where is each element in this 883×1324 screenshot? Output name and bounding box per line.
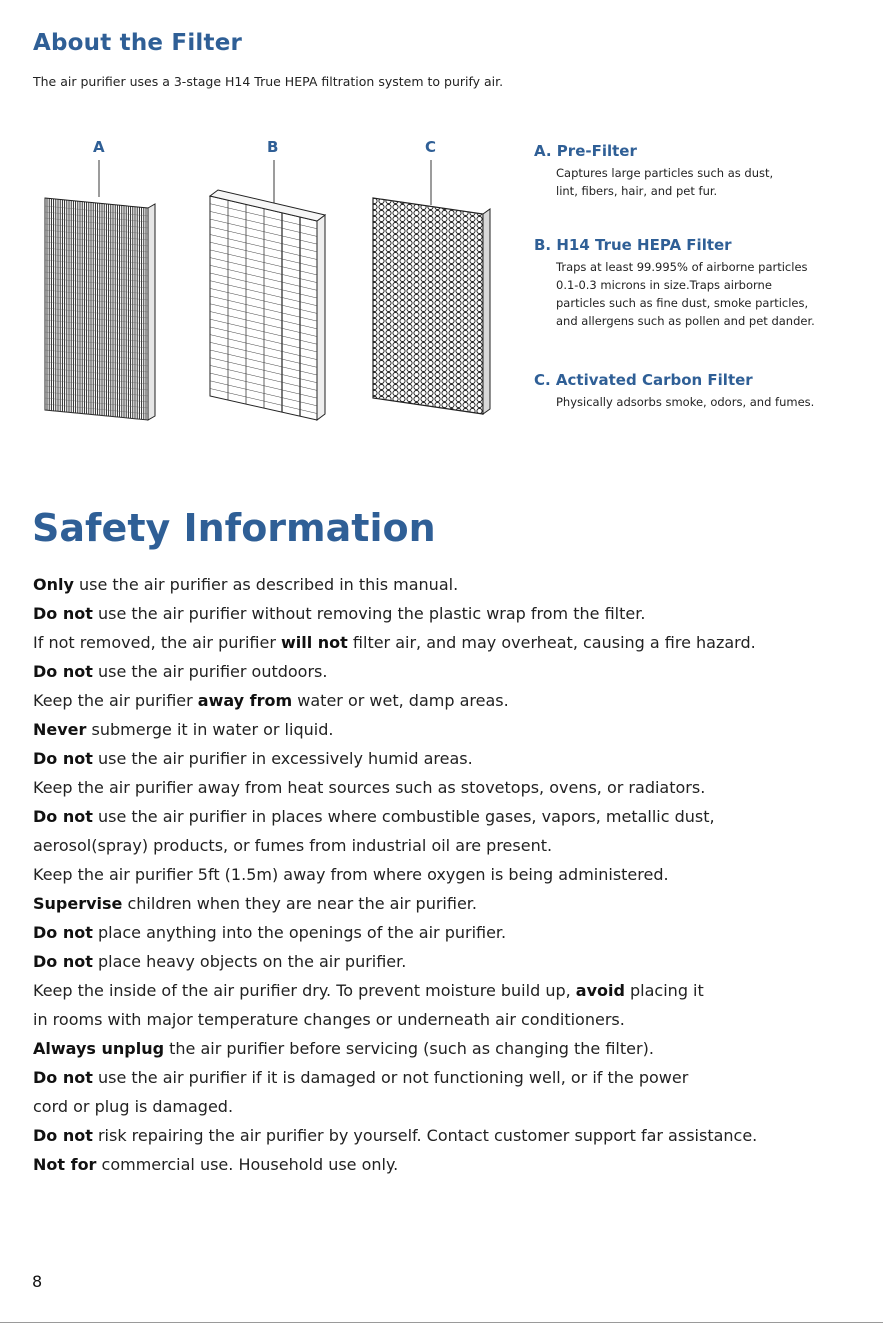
safety-item: Keep the air purifier away from water or wet, damp areas. <box>33 691 509 710</box>
safety-item: Keep the inside of the air purifier dry. To prevent moisture build up, avoid placing it <box>33 981 704 1000</box>
filter-label-b: B <box>267 138 279 156</box>
safety-item: Do not use the air purifier in excessively humid areas. <box>33 749 473 768</box>
safety-item: Do not use the air purifier in places where combustible gases, vapors, metallic dust, <box>33 807 715 826</box>
pre-filter-description <box>534 142 864 200</box>
safety-item: Do not place anything into the openings of the air purifier. <box>33 923 507 942</box>
hepa-filter-text: Traps at least 99.995% of airborne particles 0.1-0.3 microns in size.Traps airborne particles such as fine dust, smoke particles, and allergens such as pollen and pet dander. <box>556 260 815 328</box>
filter-label-c: C <box>425 138 437 156</box>
pre-filter-text: Captures large particles such as dust, lint, fibers, hair, and pet fur. <box>556 166 774 198</box>
safety-item: cord or plug is damaged. <box>33 1097 234 1116</box>
safety-item: Do not use the air purifier without removing the plastic wrap from the filter. <box>33 604 646 623</box>
page-number: 8 <box>32 1272 43 1291</box>
about-filter-title: About the Filter <box>33 30 243 56</box>
safety-item: aerosol(spray) products, or fumes from industrial oil are present. <box>33 836 553 855</box>
pre-filter-heading: A. Pre-Filter <box>534 142 637 160</box>
safety-item: Do not use the air purifier if it is damaged or not functioning well, or if the power <box>33 1068 689 1087</box>
safety-item: Only use the air purifier as described in this manual. <box>33 575 459 594</box>
safety-information-title: Safety Information <box>32 506 436 550</box>
carbon-filter-heading: C. Activated Carbon Filter <box>534 371 753 389</box>
filter-label-a: A <box>93 138 105 156</box>
safety-item: Supervise children when they are near the air purifier. <box>33 894 477 913</box>
hepa-filter-illustration <box>210 160 325 420</box>
pre-filter-illustration <box>45 160 155 420</box>
safety-item: Do not use the air purifier outdoors. <box>33 662 328 681</box>
safety-item: Always unplug the air purifier before servicing (such as changing the filter). <box>33 1039 654 1058</box>
carbon-filter-description <box>534 371 864 411</box>
safety-item: Never submerge it in water or liquid. <box>33 720 334 739</box>
safety-item: Keep the air purifier away from heat sources such as stovetops, ovens, or radiators. <box>33 778 706 797</box>
carbon-filter-text: Physically adsorbs smoke, odors, and fumes. <box>556 395 815 409</box>
safety-item: Do not risk repairing the air purifier by yourself. Contact customer support far assistance. <box>33 1126 758 1145</box>
page-bottom-divider <box>0 1322 883 1323</box>
hepa-filter-description <box>534 236 864 330</box>
safety-item: If not removed, the air purifier will not filter air, and may overheat, causing a fire hazard. <box>33 633 756 652</box>
safety-item: Keep the air purifier 5ft (1.5m) away from where oxygen is being administered. <box>33 865 669 884</box>
hepa-filter-heading: B. H14 True HEPA Filter <box>534 236 732 254</box>
safety-item: Not for commercial use. Household use only. <box>33 1155 399 1174</box>
safety-list <box>33 570 873 1179</box>
safety-item: Do not place heavy objects on the air purifier. <box>33 952 407 971</box>
about-filter-intro: The air purifier uses a 3-stage H14 True HEPA filtration system to purify air. <box>33 74 504 89</box>
carbon-filter-illustration <box>373 160 490 414</box>
safety-item: in rooms with major temperature changes or underneath air conditioners. <box>33 1010 625 1029</box>
